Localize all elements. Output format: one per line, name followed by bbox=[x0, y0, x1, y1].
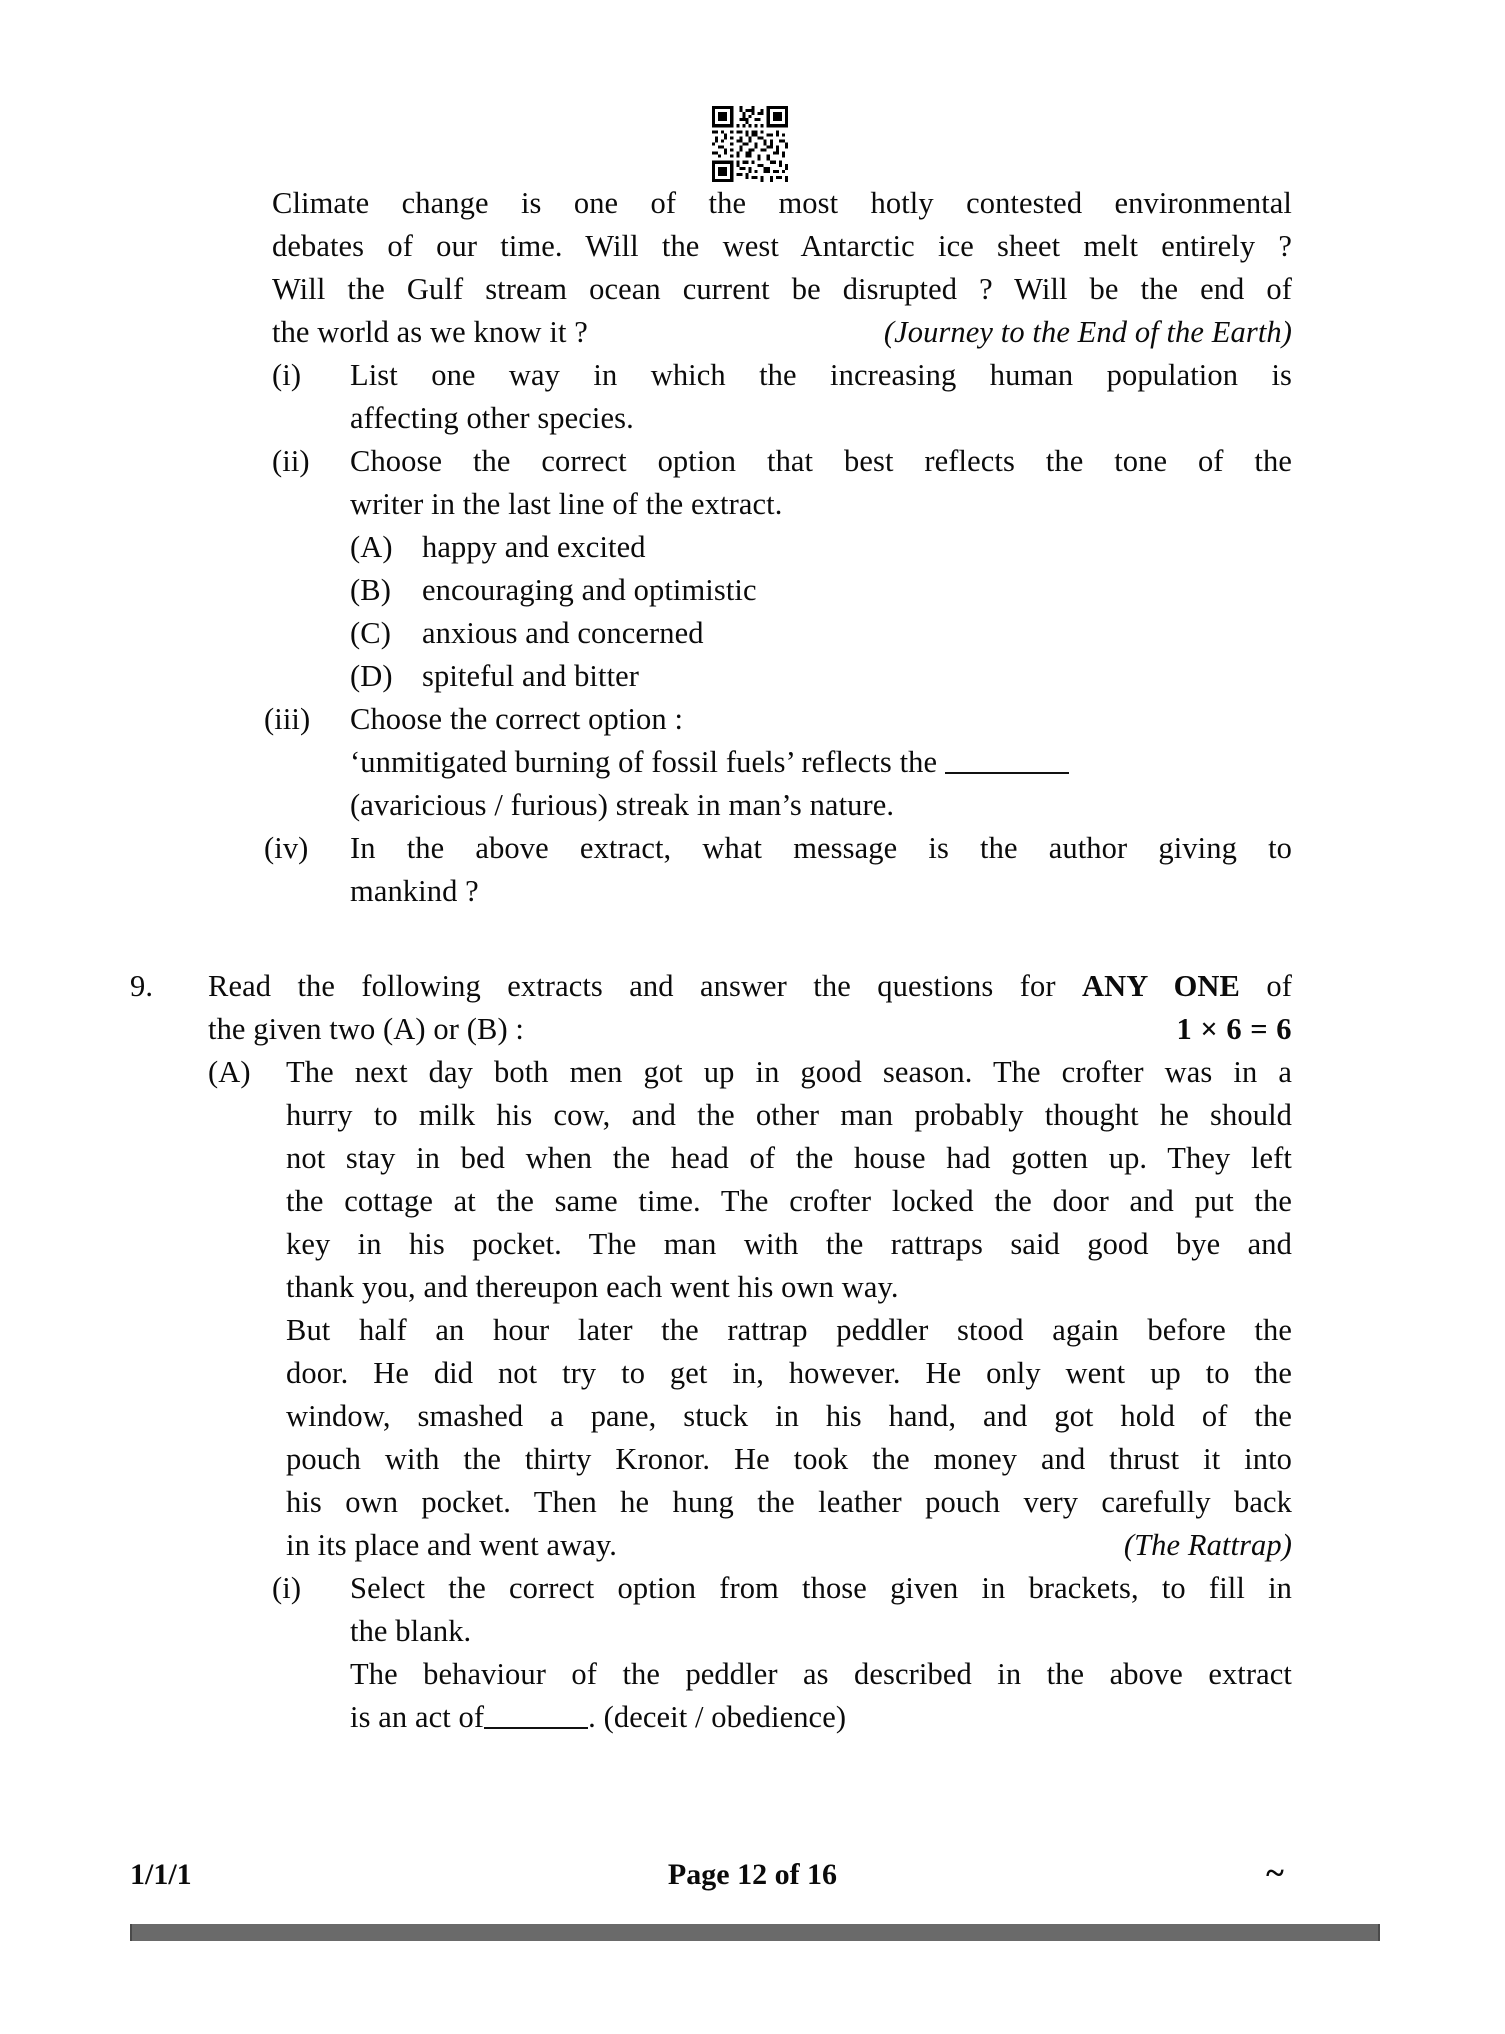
extract-a-label: (A) bbox=[208, 1055, 251, 1089]
extract-a-line: pouch with the thirty Kronor. He took the money and thrust it into bbox=[286, 1442, 1292, 1476]
question-text-line: affecting other species. bbox=[350, 401, 634, 435]
option-row[interactable] bbox=[350, 655, 1505, 698]
extract-last-line bbox=[272, 311, 1292, 354]
extract-a-line: window, smashed a pane, stuck in his hand, and got hold of the bbox=[286, 1399, 1292, 1433]
question-9-line-2 bbox=[208, 1008, 1292, 1051]
option-letter: (C) bbox=[350, 616, 391, 650]
question-text-line: In the above extract, what message is the author giving to bbox=[350, 831, 1292, 865]
climate-question-ii bbox=[272, 440, 1292, 526]
question-text-line: the blank. bbox=[350, 1614, 472, 1648]
question-text-line: Select the correct option from those given in brackets, to fill in bbox=[350, 1571, 1292, 1605]
answer-blank[interactable] bbox=[484, 1697, 588, 1730]
extract-line: debates of our time. Will the west Antarctic ice sheet melt entirely ? bbox=[272, 229, 1292, 263]
question-label: (ii) bbox=[272, 444, 310, 478]
page-number-label: Page 12 of 16 bbox=[667, 1858, 838, 1891]
q9-line2-text: the given two (A) or (B) : bbox=[208, 1012, 524, 1046]
statement-fill-suffix: . (deceit / obedience) bbox=[588, 1700, 847, 1734]
fill-prefix-text: ‘unmitigated burning of fossil fuels’ reflects the bbox=[350, 745, 938, 779]
option-text: anxious and concerned bbox=[422, 616, 704, 650]
extract-a-last-line bbox=[286, 1524, 1292, 1567]
extract-a-line: key in his pocket. The man with the rattraps said good bye and bbox=[286, 1227, 1292, 1261]
option-text: encouraging and optimistic bbox=[422, 573, 757, 607]
page-footer bbox=[130, 1855, 1375, 1893]
climate-extract-paragraph bbox=[272, 182, 1292, 354]
fill-in-blank-line bbox=[350, 741, 1292, 784]
extract-attribution: (Journey to the End of the Earth) bbox=[883, 315, 1292, 349]
answer-blank[interactable] bbox=[945, 742, 1069, 775]
marks-allocation: 1 × 6 = 6 bbox=[1176, 1012, 1292, 1046]
option-row[interactable] bbox=[350, 612, 1505, 655]
extract-a-attribution: (The Rattrap) bbox=[1123, 1528, 1292, 1562]
q9-text-b: of bbox=[1266, 969, 1292, 1003]
question-9-number: 9. bbox=[130, 969, 154, 1003]
q9-any-one-emphasis: ANY ONE bbox=[1081, 969, 1240, 1003]
question-label: (i) bbox=[272, 358, 302, 392]
option-letter: (D) bbox=[350, 659, 393, 693]
climate-question-ii-options bbox=[350, 526, 1505, 698]
extract-line: Will the Gulf stream ocean current be disrupted ? Will be the end of bbox=[272, 272, 1292, 306]
statement-fill-prefix: is an act of bbox=[350, 1700, 485, 1734]
extract-a-line: But half an hour later the rattrap peddler stood again before the bbox=[286, 1313, 1292, 1347]
question-text-line: Choose the correct option that best reflects the tone of the bbox=[350, 444, 1292, 478]
question-label: (iii) bbox=[264, 702, 311, 736]
end-mark-icon: ~ bbox=[1266, 1855, 1284, 1892]
extract-option-a bbox=[208, 1051, 1292, 1567]
option-row[interactable] bbox=[350, 526, 1505, 569]
question-label: (iv) bbox=[264, 831, 309, 865]
statement-fill-line bbox=[350, 1696, 1292, 1739]
fill-suffix-text: (avaricious / furious) streak in man’s nature. bbox=[350, 788, 895, 822]
extract-a-line-text: in its place and went away. bbox=[286, 1528, 618, 1562]
question-text-line: Choose the correct option : bbox=[350, 702, 684, 736]
option-letter: (B) bbox=[350, 573, 391, 607]
footer-divider-bar bbox=[130, 1924, 1380, 1941]
question-text-line: mankind ? bbox=[350, 874, 479, 908]
climate-question-iii bbox=[264, 698, 1292, 827]
page-content bbox=[0, 182, 1505, 1739]
extract-a-line: hurry to milk his cow, and the other man probably thought he should bbox=[286, 1098, 1292, 1132]
question-9-line-1 bbox=[208, 965, 1292, 1008]
extract-a-line: not stay in bed when the head of the house had gotten up. They left bbox=[286, 1141, 1292, 1175]
extract-a-line: the cottage at the same time. The crofter locked the door and put the bbox=[286, 1184, 1292, 1218]
climate-question-iv bbox=[264, 827, 1292, 913]
option-text: spiteful and bitter bbox=[422, 659, 640, 693]
extract-line: Climate change is one of the most hotly contested environmental bbox=[272, 186, 1292, 220]
qr-code-icon bbox=[712, 106, 788, 182]
extract-a-question-i bbox=[272, 1567, 1292, 1739]
question-label: (i) bbox=[272, 1571, 302, 1605]
option-letter: (A) bbox=[350, 530, 393, 564]
option-text: happy and excited bbox=[422, 530, 646, 564]
q9-text-a: Read the following extracts and answer the questions for bbox=[208, 969, 1056, 1003]
question-9 bbox=[130, 965, 1292, 1051]
paper-code: 1/1/1 bbox=[130, 1858, 192, 1891]
climate-question-i bbox=[272, 354, 1292, 440]
extract-a-line: his own pocket. Then he hung the leather pouch very carefully back bbox=[286, 1485, 1292, 1519]
extract-a-line: door. He did not try to get in, however. He only went up to the bbox=[286, 1356, 1292, 1390]
question-text-line: List one way in which the increasing human population is bbox=[350, 358, 1292, 392]
statement-line: The behaviour of the peddler as described in the above extract bbox=[350, 1657, 1292, 1691]
extract-a-line: The next day both men got up in good season. The crofter was in a bbox=[286, 1055, 1292, 1089]
extract-a-line: thank you, and thereupon each went his own way. bbox=[286, 1270, 899, 1304]
extract-line-text: the world as we know it ? bbox=[272, 315, 588, 349]
option-row[interactable] bbox=[350, 569, 1505, 612]
question-text-line: writer in the last line of the extract. bbox=[350, 487, 783, 521]
